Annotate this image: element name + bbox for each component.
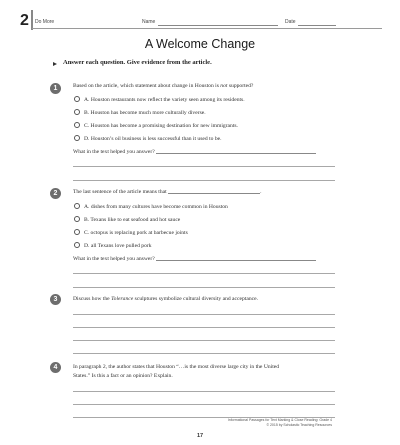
- header-rule: [32, 28, 382, 29]
- date-label: Date: [285, 19, 296, 25]
- name-field[interactable]: [158, 25, 278, 26]
- answer-line[interactable]: [73, 340, 335, 341]
- question-4-prompt: In paragraph 2, the author states that Houston “…is the most diverse large city in the United States.” Is this a fact or an opinion? Explain.: [73, 364, 280, 379]
- question-number-3: 3: [50, 294, 61, 305]
- question-number-1: 1: [50, 83, 61, 94]
- answer-line[interactable]: [73, 353, 335, 354]
- date-field[interactable]: [298, 25, 336, 26]
- radio-circle-icon[interactable]: [74, 242, 80, 248]
- question-1-prompt: Based on the article, which statement about change in Houston is not supported?: [73, 83, 254, 89]
- q1-evidence-prompt: What in the text helped you answer?: [73, 148, 343, 157]
- radio-circle-icon[interactable]: [74, 122, 80, 128]
- radio-circle-icon[interactable]: [74, 203, 80, 209]
- q1-option-b[interactable]: B. Houston has become much more culturally diverse.: [74, 109, 206, 117]
- answer-line[interactable]: [73, 327, 335, 328]
- q2-option-d[interactable]: D. all Texans love pulled pork: [74, 242, 152, 250]
- copyright-credit: Informational Passages for Text Marking & Close Reading: Grade 4 © 2015 by Scholastic Teaching Resources: [227, 418, 332, 427]
- page-number: 17: [196, 433, 204, 439]
- q2-option-c[interactable]: C. octopus is replacing pork at barbecue joints: [74, 229, 188, 237]
- radio-circle-icon[interactable]: [74, 109, 80, 115]
- instructions: Answer each question. Give evidence from the article.: [63, 59, 212, 66]
- q1-option-a[interactable]: A. Houston restaurants now reflect the variety seen among its residents.: [74, 96, 245, 104]
- answer-line[interactable]: [73, 273, 335, 274]
- answer-line[interactable]: [73, 391, 335, 392]
- name-label: Name: [142, 19, 156, 25]
- q2-option-b[interactable]: B. Texans like to eat seafood and hot sauce: [74, 216, 180, 224]
- radio-circle-icon[interactable]: [74, 96, 80, 102]
- header-divider: [31, 10, 33, 30]
- question-2-prompt: The last sentence of the article means that .: [73, 189, 262, 195]
- worksheet-title: A Welcome Change: [144, 37, 256, 51]
- question-number-4: 4: [50, 362, 61, 373]
- question-number-2: 2: [50, 188, 61, 199]
- q1-option-c[interactable]: C. Houston has become a promising destination for new immigrants.: [74, 122, 238, 130]
- q2-evidence-prompt: What in the text helped you answer?: [73, 255, 343, 264]
- answer-line[interactable]: [73, 166, 335, 167]
- radio-circle-icon[interactable]: [74, 229, 80, 235]
- radio-circle-icon[interactable]: [74, 135, 80, 141]
- question-3-prompt: Discuss how the Tolerance sculptures symbolize cultural diversity and acceptance.: [73, 296, 258, 302]
- answer-line[interactable]: [73, 404, 335, 405]
- q1-option-d[interactable]: D. Houston’s oil business is less successful than it used to be.: [74, 135, 222, 143]
- fill-in-blank[interactable]: [168, 193, 260, 194]
- arrow-icon: [53, 62, 57, 66]
- section-label: Do More: [35, 19, 55, 25]
- answer-line[interactable]: [73, 314, 335, 315]
- answer-line[interactable]: [73, 180, 335, 181]
- answer-line[interactable]: [73, 287, 335, 288]
- radio-circle-icon[interactable]: [74, 216, 80, 222]
- page-section-number: 2: [20, 12, 29, 29]
- q2-option-a[interactable]: A. dishes from many cultures have become common in Houston: [74, 203, 228, 211]
